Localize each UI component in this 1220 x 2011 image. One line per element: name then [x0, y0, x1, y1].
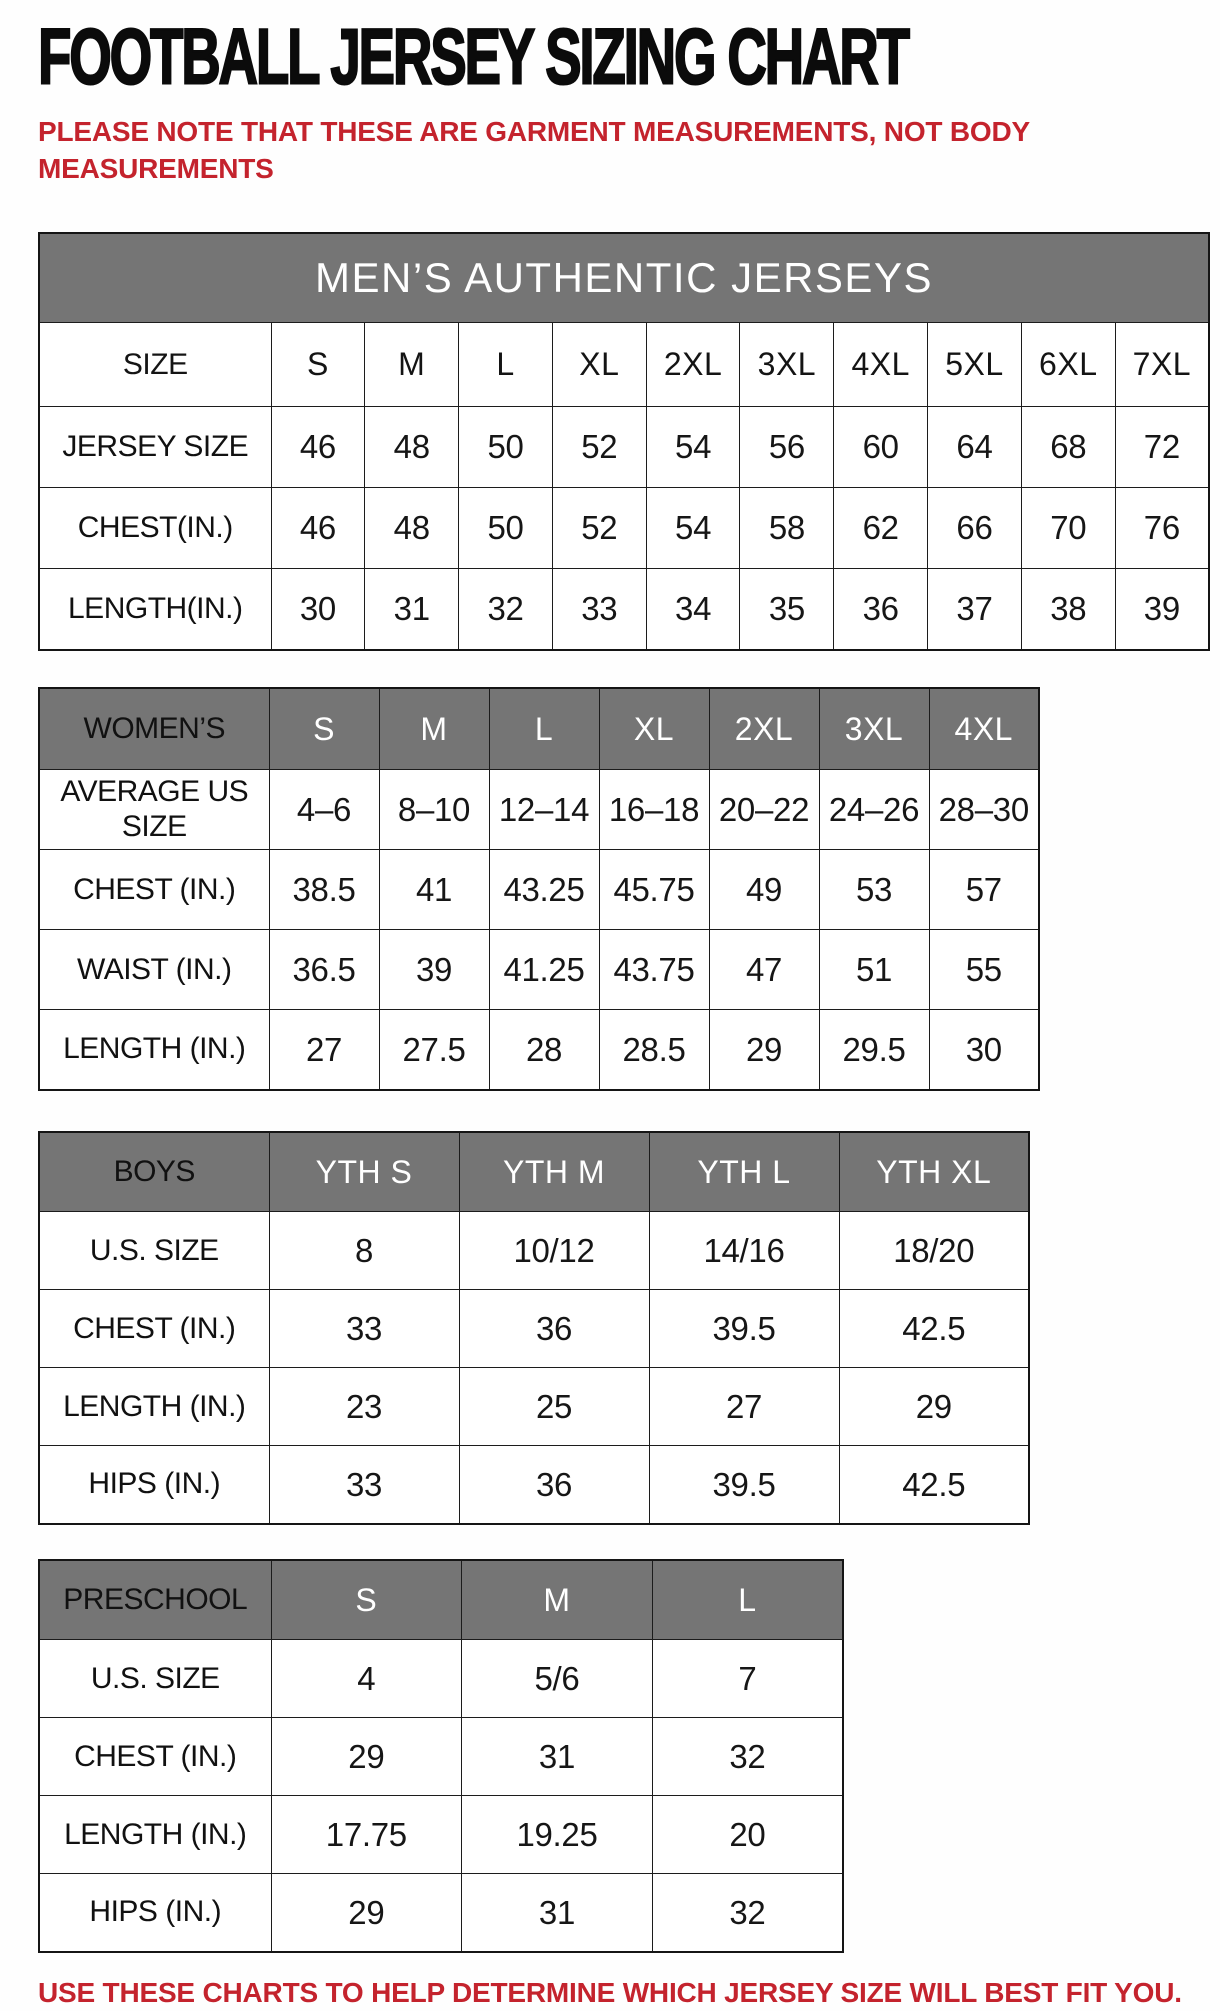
measurement-cell: 31 — [462, 1874, 653, 1952]
preschool-measurement-row — [39, 1640, 843, 1718]
measurement-cell: 48 — [365, 488, 459, 569]
row-label: AVERAGE US SIZE — [39, 770, 269, 850]
measurement-cell: 50 — [459, 488, 553, 569]
measurement-cell: 58 — [740, 488, 834, 569]
measurement-cell: 28–30 — [929, 770, 1039, 850]
mens-header-row — [39, 323, 1209, 407]
measurement-cell: 14/16 — [649, 1212, 839, 1290]
measurement-cell: 37 — [928, 569, 1022, 650]
measurement-cell: 39.5 — [649, 1290, 839, 1368]
womens-measurement-row — [39, 930, 1039, 1010]
measurement-cell: 7 — [652, 1640, 843, 1718]
measurement-cell: 30 — [271, 569, 365, 650]
row-label: CHEST (IN.) — [39, 1718, 271, 1796]
measurement-cell: 33 — [552, 569, 646, 650]
measurement-cell: 32 — [459, 569, 553, 650]
measurement-cell: 36 — [459, 1290, 649, 1368]
measurement-cell: 27 — [269, 1010, 379, 1090]
measurement-cell: 8–10 — [379, 770, 489, 850]
womens-size-column-header: M — [379, 688, 489, 770]
measurement-cell: 31 — [462, 1718, 653, 1796]
womens-measurement-row — [39, 770, 1039, 850]
measurement-cell: 29 — [839, 1368, 1029, 1446]
mens-measurement-row — [39, 488, 1209, 569]
mens-measurement-row — [39, 569, 1209, 650]
preschool-header-row — [39, 1560, 843, 1640]
row-label: CHEST (IN.) — [39, 1290, 269, 1368]
row-label: LENGTH (IN.) — [39, 1796, 271, 1874]
row-label: HIPS (IN.) — [39, 1446, 269, 1524]
measurement-cell: 46 — [271, 488, 365, 569]
measurement-cell: 35 — [740, 569, 834, 650]
measurement-cell: 17.75 — [271, 1796, 462, 1874]
measurement-cell: 50 — [459, 407, 553, 488]
measurement-cell: 38 — [1021, 569, 1115, 650]
measurement-cell: 36 — [459, 1446, 649, 1524]
measurement-cell: 34 — [646, 569, 740, 650]
measurement-cell: 56 — [740, 407, 834, 488]
measurement-cell: 27 — [649, 1368, 839, 1446]
measurement-cell: 18/20 — [839, 1212, 1029, 1290]
measurement-cell: 8 — [269, 1212, 459, 1290]
boys-sizing-table — [38, 1131, 1030, 1525]
mens-size-column-header: 4XL — [834, 323, 928, 407]
measurement-cell: 54 — [646, 407, 740, 488]
mens-size-column-header: L — [459, 323, 553, 407]
measurement-cell: 57 — [929, 850, 1039, 930]
measurement-cell: 39 — [1115, 569, 1209, 650]
mens-size-column-header: 3XL — [740, 323, 834, 407]
measurement-cell: 45.75 — [599, 850, 709, 930]
boys-measurement-row — [39, 1290, 1029, 1368]
measurement-cell: 43.25 — [489, 850, 599, 930]
mens-measurement-row — [39, 407, 1209, 488]
womens-size-column-header: 2XL — [709, 688, 819, 770]
measurement-cell: 36 — [834, 569, 928, 650]
row-label: JERSEY SIZE — [39, 407, 271, 488]
measurement-cell: 28 — [489, 1010, 599, 1090]
measurement-cell: 46 — [271, 407, 365, 488]
boys-measurement-row — [39, 1446, 1029, 1524]
measurement-cell: 53 — [819, 850, 929, 930]
measurement-cell: 76 — [1115, 488, 1209, 569]
row-label: CHEST(IN.) — [39, 488, 271, 569]
measurement-cell: 41 — [379, 850, 489, 930]
measurement-cell: 68 — [1021, 407, 1115, 488]
measurement-cell: 60 — [834, 407, 928, 488]
preschool-measurement-row — [39, 1796, 843, 1874]
mens-size-column-header: M — [365, 323, 459, 407]
mens-table-banner: MEN’S AUTHENTIC JERSEYS — [39, 233, 1209, 323]
measurement-cell: 25 — [459, 1368, 649, 1446]
boys-size-column-header: YTH M — [459, 1132, 649, 1212]
mens-table-label: SIZE — [39, 323, 271, 407]
mens-size-column-header: 7XL — [1115, 323, 1209, 407]
mens-size-column-header: 5XL — [928, 323, 1022, 407]
womens-size-column-header: L — [489, 688, 599, 770]
womens-measurement-row — [39, 1010, 1039, 1090]
boys-header-row — [39, 1132, 1029, 1212]
measurement-cell: 29.5 — [819, 1010, 929, 1090]
measurement-cell: 10/12 — [459, 1212, 649, 1290]
boys-table-label: BOYS — [39, 1132, 269, 1212]
garment-measurement-note: PLEASE NOTE THAT THESE ARE GARMENT MEASUREMENTS, NOT BODY MEASUREMENTS — [38, 116, 1030, 184]
measurement-cell: 48 — [365, 407, 459, 488]
measurement-cell: 4 — [271, 1640, 462, 1718]
row-label: WAIST (IN.) — [39, 930, 269, 1010]
measurement-cell: 66 — [928, 488, 1022, 569]
preschool-measurement-row — [39, 1718, 843, 1796]
measurement-cell: 23 — [269, 1368, 459, 1446]
measurement-cell: 29 — [271, 1874, 462, 1952]
measurement-cell: 54 — [646, 488, 740, 569]
measurement-cell: 24–26 — [819, 770, 929, 850]
womens-size-column-header: S — [269, 688, 379, 770]
measurement-cell: 12–14 — [489, 770, 599, 850]
mens-size-column-header: XL — [552, 323, 646, 407]
mens-size-column-header: S — [271, 323, 365, 407]
row-label: LENGTH(IN.) — [39, 569, 271, 650]
mens-authentic-jerseys-table — [38, 232, 1210, 651]
measurement-cell: 51 — [819, 930, 929, 1010]
measurement-cell: 27.5 — [379, 1010, 489, 1090]
womens-measurement-row — [39, 850, 1039, 930]
measurement-cell: 33 — [269, 1446, 459, 1524]
measurement-cell: 32 — [652, 1874, 843, 1952]
boys-measurement-row — [39, 1212, 1029, 1290]
measurement-cell: 30 — [929, 1010, 1039, 1090]
page-title — [38, 12, 1220, 101]
preschool-table-label: PRESCHOOL — [39, 1560, 271, 1640]
measurement-cell: 41.25 — [489, 930, 599, 1010]
preschool-sizing-table — [38, 1559, 844, 1953]
measurement-cell: 64 — [928, 407, 1022, 488]
preschool-size-column-header: S — [271, 1560, 462, 1640]
measurement-cell: 49 — [709, 850, 819, 930]
row-label: LENGTH (IN.) — [39, 1368, 269, 1446]
measurement-cell: 5/6 — [462, 1640, 653, 1718]
boys-measurement-row — [39, 1368, 1029, 1446]
measurement-cell: 38.5 — [269, 850, 379, 930]
womens-size-column-header: 4XL — [929, 688, 1039, 770]
measurement-cell: 42.5 — [839, 1446, 1029, 1524]
measurement-cell: 36.5 — [269, 930, 379, 1010]
preschool-size-column-header: L — [652, 1560, 843, 1640]
measurement-cell: 55 — [929, 930, 1039, 1010]
measurement-cell: 47 — [709, 930, 819, 1010]
measurement-cell: 19.25 — [462, 1796, 653, 1874]
mens-size-column-header: 2XL — [646, 323, 740, 407]
measurement-cell: 72 — [1115, 407, 1209, 488]
measurement-cell: 52 — [552, 407, 646, 488]
boys-size-column-header: YTH L — [649, 1132, 839, 1212]
preschool-measurement-row — [39, 1874, 843, 1952]
measurement-cell: 32 — [652, 1718, 843, 1796]
page-title-text: FOOTBALL JERSEY SIZING CHART — [38, 12, 908, 101]
measurement-cell: 70 — [1021, 488, 1115, 569]
measurement-cell: 33 — [269, 1290, 459, 1368]
row-label: U.S. SIZE — [39, 1640, 271, 1718]
row-label: U.S. SIZE — [39, 1212, 269, 1290]
measurement-cell: 43.75 — [599, 930, 709, 1010]
measurement-cell: 31 — [365, 569, 459, 650]
womens-header-row — [39, 688, 1039, 770]
measurement-cell: 62 — [834, 488, 928, 569]
row-label: HIPS (IN.) — [39, 1874, 271, 1952]
measurement-cell: 39 — [379, 930, 489, 1010]
boys-size-column-header: YTH S — [269, 1132, 459, 1212]
measurement-cell: 29 — [271, 1718, 462, 1796]
measurement-cell: 28.5 — [599, 1010, 709, 1090]
womens-table-label: WOMEN’S — [39, 688, 269, 770]
preschool-size-column-header: M — [462, 1560, 653, 1640]
measurement-cell: 29 — [709, 1010, 819, 1090]
measurement-cell: 42.5 — [839, 1290, 1029, 1368]
boys-size-column-header: YTH XL — [839, 1132, 1029, 1212]
womens-sizing-table — [38, 687, 1040, 1091]
measurement-cell: 39.5 — [649, 1446, 839, 1524]
measurement-cell: 4–6 — [269, 770, 379, 850]
footer-note: USE THESE CHARTS TO HELP DETERMINE WHICH JERSEY SIZE WILL BEST FIT YOU. — [38, 1976, 1182, 2008]
measurement-cell: 20 — [652, 1796, 843, 1874]
row-label: CHEST (IN.) — [39, 850, 269, 930]
measurement-cell: 20–22 — [709, 770, 819, 850]
mens-size-column-header: 6XL — [1021, 323, 1115, 407]
womens-size-column-header: XL — [599, 688, 709, 770]
measurement-cell: 16–18 — [599, 770, 709, 850]
measurement-cell: 52 — [552, 488, 646, 569]
womens-size-column-header: 3XL — [819, 688, 929, 770]
row-label: LENGTH (IN.) — [39, 1010, 269, 1090]
